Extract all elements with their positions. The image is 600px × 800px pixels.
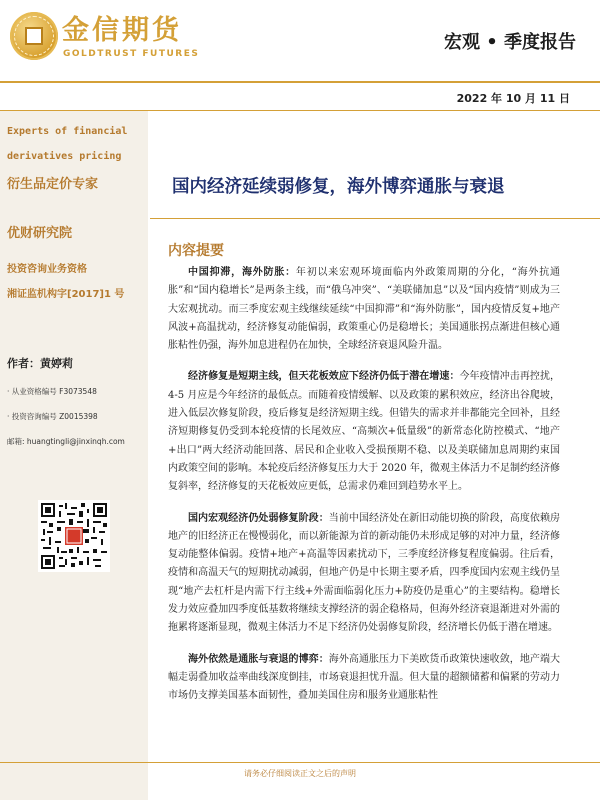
qualification-line2: 湘证监机构字[2017]1 号	[7, 289, 125, 300]
paragraph-text: 今年疫情冲击再控扰，4-5 月应是今年经济的最低点。而随着疫情缓解、以及政策的累积效应，经济出谷爬坡，进入低层次修复阶段，疫后修复是经济短期主线。但错失的需求并非都能完全回补，且经济短期修复仍受到本轮疫情的长尾效应、“高频次+低量级”的新常态化防控模式、“地产+出口”两大经济动能回落、居民和企业收入受损预期不稳、以及美联储加息周期约束国内政策空间的影响。本轮疫后经济修复压力大于 2020 年，微观主体活力不足制约经济修复斜率，经济修复的天花板效应更低，总需求仍难回到趋势水平上。	[168, 371, 561, 493]
paragraph-lead: 中国抑滞，海外防胀：	[188, 267, 296, 278]
paragraph-lead: 经济修复是短期主线，但天花板效应下经济仍低于潜在增速：	[188, 371, 460, 383]
report-date: 2022 年 10 月 11 日	[456, 92, 570, 105]
brand-name-en: GOLDTRUST FUTURES	[63, 49, 200, 59]
sidebar	[0, 111, 148, 800]
paragraph-lead: 海外依然是通胀与衰退的博弈：	[188, 653, 329, 665]
qualification-line1: 投资咨询业务资格	[7, 264, 87, 275]
author-email: 邮箱: huangtingli@jinxinqh.com	[7, 437, 125, 446]
report-type: 宏观 • 季度报告	[443, 32, 576, 53]
tagline-cn: 衍生品定价专家	[7, 177, 99, 192]
qr-code-icon	[38, 500, 110, 572]
paragraph-lead: 国内宏观经济仍处弱修复阶段：	[188, 512, 329, 524]
tagline-en-line1: Experts of financial	[7, 126, 128, 137]
paragraph-text: 海外高通胀压力下美欧货币政策快速收敛，地产端大幅走弱叠加收益率曲线深度倒挂，市场衰退担忧升温。但大量的超额储蓄和偏紧的劳动力市场仍支撑美国基本面韧性，叠加美国住房和服务业通胀粘性	[168, 653, 561, 702]
section-heading: 内容提要	[168, 243, 224, 259]
logo-icon	[10, 12, 58, 60]
title-divider	[150, 218, 600, 219]
summary-paragraph-4	[168, 651, 560, 706]
author-name: 作者：黄婷莉	[7, 357, 73, 370]
header-divider	[0, 81, 600, 83]
license-number-1: · 从业资格编号 F3073548	[7, 387, 97, 396]
paragraph-text: 年初以来宏观环境面临内外政策周期的分化，“海外抗通胀”和“国内稳增长”是两条主线，而“俄乌冲突”、“美联储加息”以及“国内疫情”则成为三大宏观扰动。而三季度宏观主线继续延续“中国抑滞”和“海外防胀”，国内疫情反复+地产风波+高温扰动，经济修复动能偏弱，政策重心仍是稳增长；美国通胀拐点渐进但核心通胀粘性仍强，海外加息进程仍在加快，全球经济衰退风险升温。	[168, 267, 560, 352]
report-title: 国内经济延续弱修复，海外博弈通胀与衰退	[172, 177, 505, 197]
summary-paragraph-3	[168, 510, 560, 638]
institute-name: 优财研究院	[7, 226, 73, 241]
footer-disclaimer: 请务必仔细阅读正文之后的声明	[244, 769, 356, 778]
brand-name-cn: 金信期货	[62, 15, 182, 46]
summary-body	[168, 264, 560, 719]
footer-divider	[0, 762, 600, 763]
paragraph-text: 当前中国经济处在新旧动能切换的阶段，高度依赖房地产的旧经济正在慢慢弱化，而以新能源为首的新动能仍未形成足够的对冲力量，经济修复动能整体偏弱。疫情+地产+高温等因素扰动下，三季度经济修复程度偏弱。往后看，疫情和高温天气的短期扰动减弱，但地产仍是中长期主要矛盾，四季度国内宏观主线仍呈现“地产去杠杆是内需下行主线+外需面临弱化压力+防疫仍是重心”的主要结构。稳增长发力效应叠加四季度低基数将继续支撑经济的弱企稳格局，但海外经济衰退渐进对外需的拖累将逐渐显现，微观主体活力不足下经济仍处弱修复阶段，经济增长仍低于潜在增速。	[168, 512, 561, 634]
license-number-2: · 投资咨询编号 Z0015398	[7, 412, 98, 421]
summary-paragraph-2	[168, 368, 560, 496]
summary-paragraph-1	[168, 264, 560, 355]
tagline-en-line2: derivatives pricing	[7, 151, 122, 162]
